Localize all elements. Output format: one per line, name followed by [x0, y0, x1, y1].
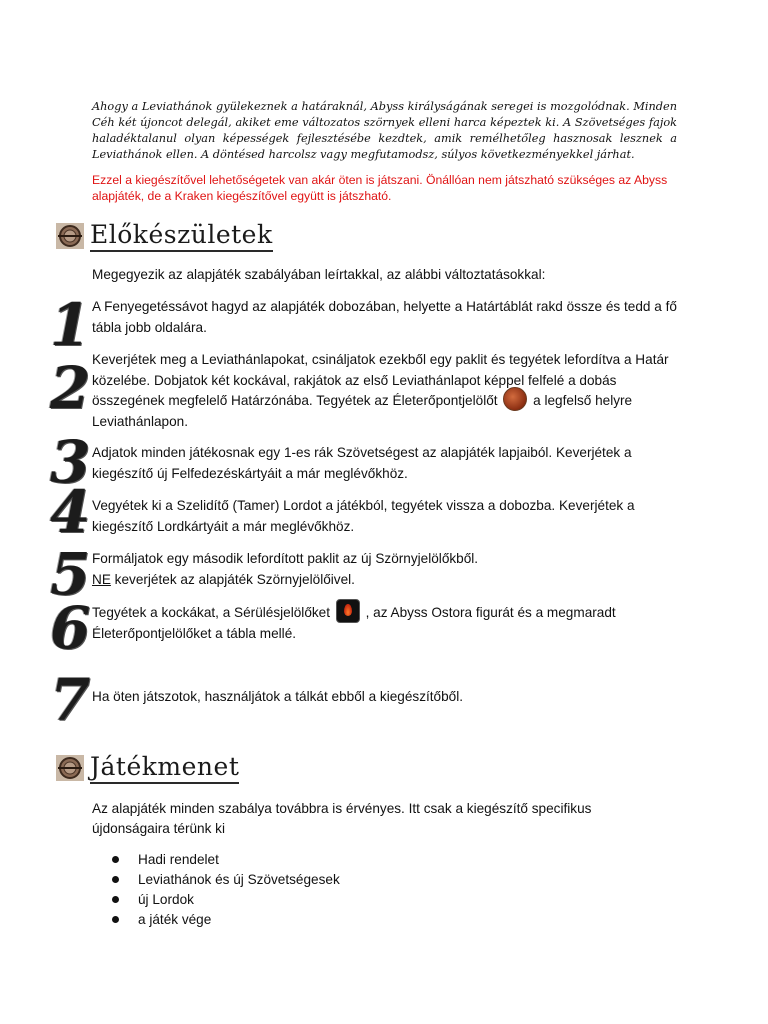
step-text: Ha öten játszotok, használjátok a tálkát ebből a kiegészítőből. — [92, 689, 464, 704]
wound-token-icon — [336, 599, 360, 623]
step-text-part: Formáljatok egy második lefordított paklit az új Szörnyjelölőkből. — [92, 551, 479, 566]
step-number: 1 — [50, 291, 91, 359]
step-number: 5 — [50, 540, 91, 608]
step-text: Adjatok minden játékosnak egy 1-es rák Szövetségest az alapjáték lapjaiból. Keverjétek a kiegészítő új Felfedezéskártyáit a már meglévőkhöz. — [92, 445, 632, 481]
expansion-note: Ezzel a kiegészítővel lehetőségetek van akár öten is játszani. Önállóan nem játszható szükséges az Abyss alapjáték, de a Kraken kiegészítővel együtt is játszható. — [92, 173, 668, 203]
step-number: 7 — [50, 666, 91, 734]
list-item: Leviathánok és új Szövetségesek — [112, 870, 340, 890]
gameplay-lead: Az alapjáték minden szabálya továbbra is érvényes. Itt csak a kiegészítő specifikus újdonságaira térünk ki — [92, 801, 592, 836]
step-text-part: , az Abyss Ostora figurát és a megmaradt Életerőpontjelölőket a tábla mellé. — [92, 605, 616, 641]
step-text — [92, 350, 682, 432]
topic-list — [112, 850, 340, 930]
step-number: 4 — [50, 478, 91, 546]
list-item: Hadi rendelet — [112, 850, 340, 870]
list-item: a játék vége — [112, 910, 340, 930]
list-item: új Lordok — [112, 890, 340, 910]
step-number: 3 — [50, 428, 91, 496]
section-heading-gameplay — [56, 752, 239, 784]
step-number: 2 — [50, 354, 91, 422]
section-title: Játékmenet — [90, 752, 239, 784]
section-heading-setup — [56, 220, 273, 252]
section-title: Előkészületek — [90, 220, 273, 252]
setup-lead: Megegyezik az alapjáték szabályában leírtakkal, az alábbi változtatásokkal: — [92, 267, 546, 282]
shield-medallion-icon — [56, 223, 84, 249]
step-text: A Fenyegetéssávot hagyd az alapjáték dobozában, helyette a Határtáblát rakd össze és tedd a fő tábla jobb oldalára. — [92, 299, 677, 335]
step-text-part: a legfelső helyre Leviathánlapon. — [92, 393, 633, 429]
step-text — [92, 603, 682, 644]
step-text: Vegyétek ki a Szelidítő (Tamer) Lordot a játékból, tegyétek vissza a dobozba. Keverjétek a kiegészítő Lordkártyáit a már meglévőkhöz. — [92, 498, 635, 534]
life-token-icon — [503, 387, 527, 411]
step-number: 6 — [50, 594, 91, 662]
step-text-part: Keverjétek meg a Leviathánlapokat, csináljatok ezekből egy paklit és tegyétek lefordítva a Határ közelébe. Dobjatok két kockával, rakjátok az első Leviathánlapot képpel felfelé a dobás összegének megfelelő Határzónába. Tegyétek az Életerőpontjelölőt — [92, 352, 669, 408]
step-text — [92, 549, 682, 590]
step-text-part: keverjétek az alapjáték Szörnyjelölőivel. — [110, 571, 355, 587]
intro-paragraph: Ahogy a Leviathánok gyülekeznek a határaknál, Abyss királyságának seregei is mozgolódnak. Minden Céh két újoncot delegál, akiket eme változatos szörnyek elleni harca képeztek ki. A Szövetséges fajok haladéktalanul olyan képességek fejlesztésébe kezdtek, amik remélhetőleg hasznosak lesznek a Leviathánok ellen. A döntésed harcolsz vagy megfutamodsz, súlyos következményekkel járhat. — [92, 100, 677, 161]
step-text-part: Tegyétek a kockákat, a Sérülésjelölőket — [92, 605, 331, 620]
emphasis-ne: NE — [92, 571, 111, 587]
shield-medallion-icon — [56, 755, 84, 781]
